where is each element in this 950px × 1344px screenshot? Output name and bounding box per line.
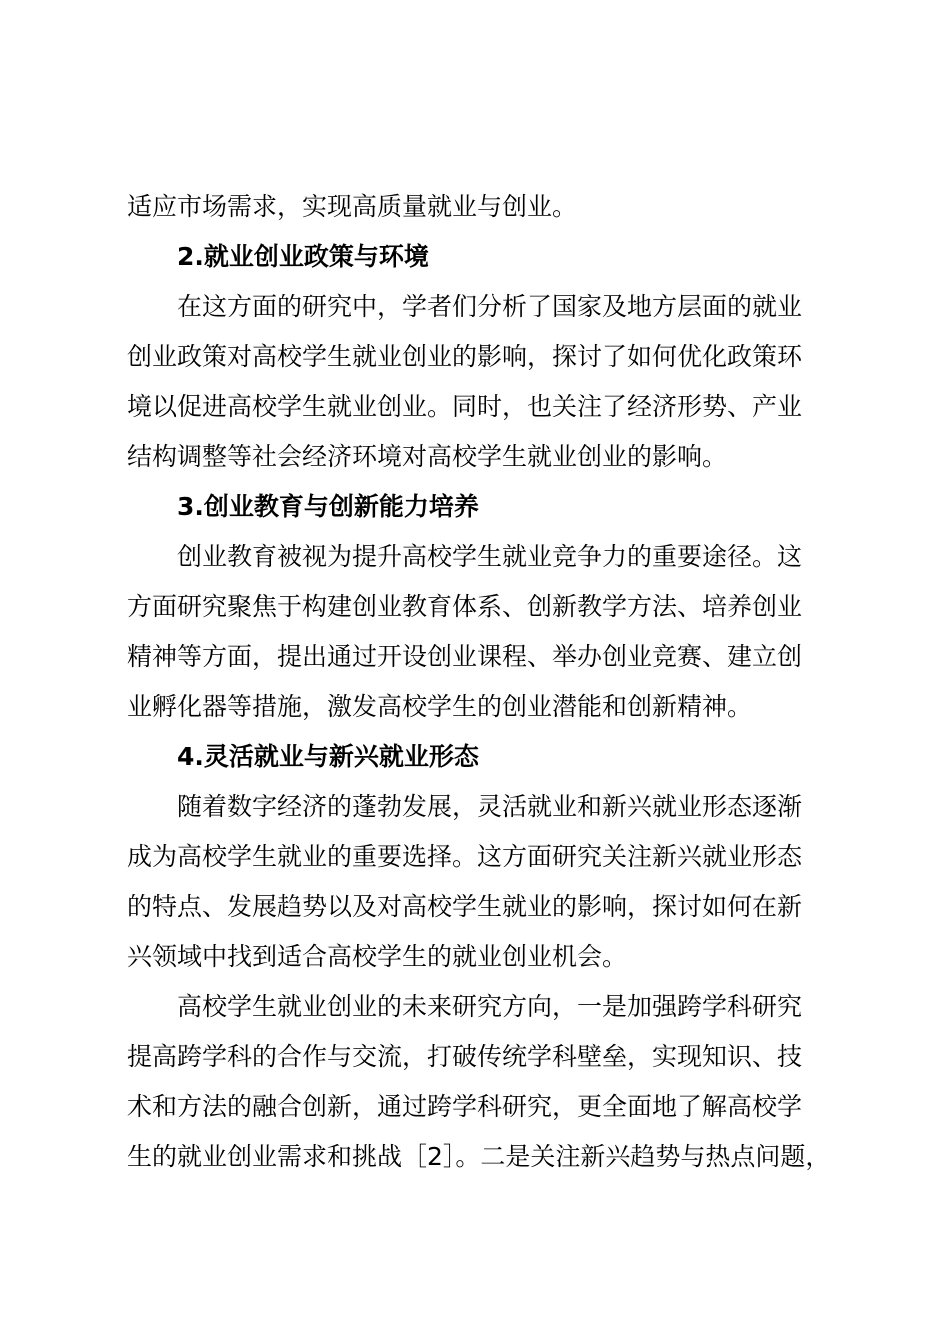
paragraph-line: 在这方面的研究中，学者们分析了国家及地方层面的就业 [177,292,803,321]
paragraph-line: 结构调整等社会经济环境对高校学生就业创业的影响。 [127,442,728,471]
paragraph-line: 适应市场需求，实现高质量就业与创业。 [127,192,578,221]
section-paragraph-2 [127,282,857,482]
paragraph-line: 创业教育被视为提升高校学生就业竞争力的重要途径。这 [177,542,803,571]
section-paragraph-4 [127,782,857,982]
section-heading-2: 2.就业创业政策与环境 [177,242,429,271]
paragraph-line: 生的就业创业需求和挑战［2］。二是关注新兴趋势与热点问题， [127,1142,831,1171]
paragraph-line: 提高跨学科的合作与交流，打破传统学科壁垒，实现知识、技 [127,1042,803,1071]
paragraph-line: 高校学生就业创业的未来研究方向，一是加强跨学科研究 [177,992,803,1021]
paragraph-line: 业孵化器等措施，激发高校学生的创业潜能和创新精神。 [127,692,753,721]
paragraph-line: 方面研究聚焦于构建创业教育体系、创新教学方法、培养创业 [127,592,803,621]
paragraph-line: 创业政策对高校学生就业创业的影响，探讨了如何优化政策环 [127,342,803,371]
paragraph-line: 精神等方面，提出通过开设创业课程、举办创业竞赛、建立创 [127,642,803,671]
paragraph-line: 成为高校学生就业的重要选择。这方面研究关注新兴就业形态 [127,842,803,871]
future-directions-paragraph [127,982,857,1182]
section-paragraph-3 [127,532,857,732]
paragraph-line: 的特点、发展趋势以及对高校学生就业的影响，探讨如何在新 [127,892,803,921]
paragraph-line: 随着数字经济的蓬勃发展，灵活就业和新兴就业形态逐渐 [177,792,803,821]
continued-paragraph [127,182,857,232]
paragraph-line: 兴领域中找到适合高校学生的就业创业机会。 [127,942,628,971]
section-heading-4: 4.灵活就业与新兴就业形态 [177,742,479,771]
section-heading-3: 3.创业教育与创新能力培养 [177,492,479,521]
paragraph-line: 境以促进高校学生就业创业。同时，也关注了经济形势、产业 [127,392,803,421]
paragraph-line: 术和方法的融合创新，通过跨学科研究，更全面地了解高校学 [127,1092,803,1121]
document-page [127,182,857,1182]
